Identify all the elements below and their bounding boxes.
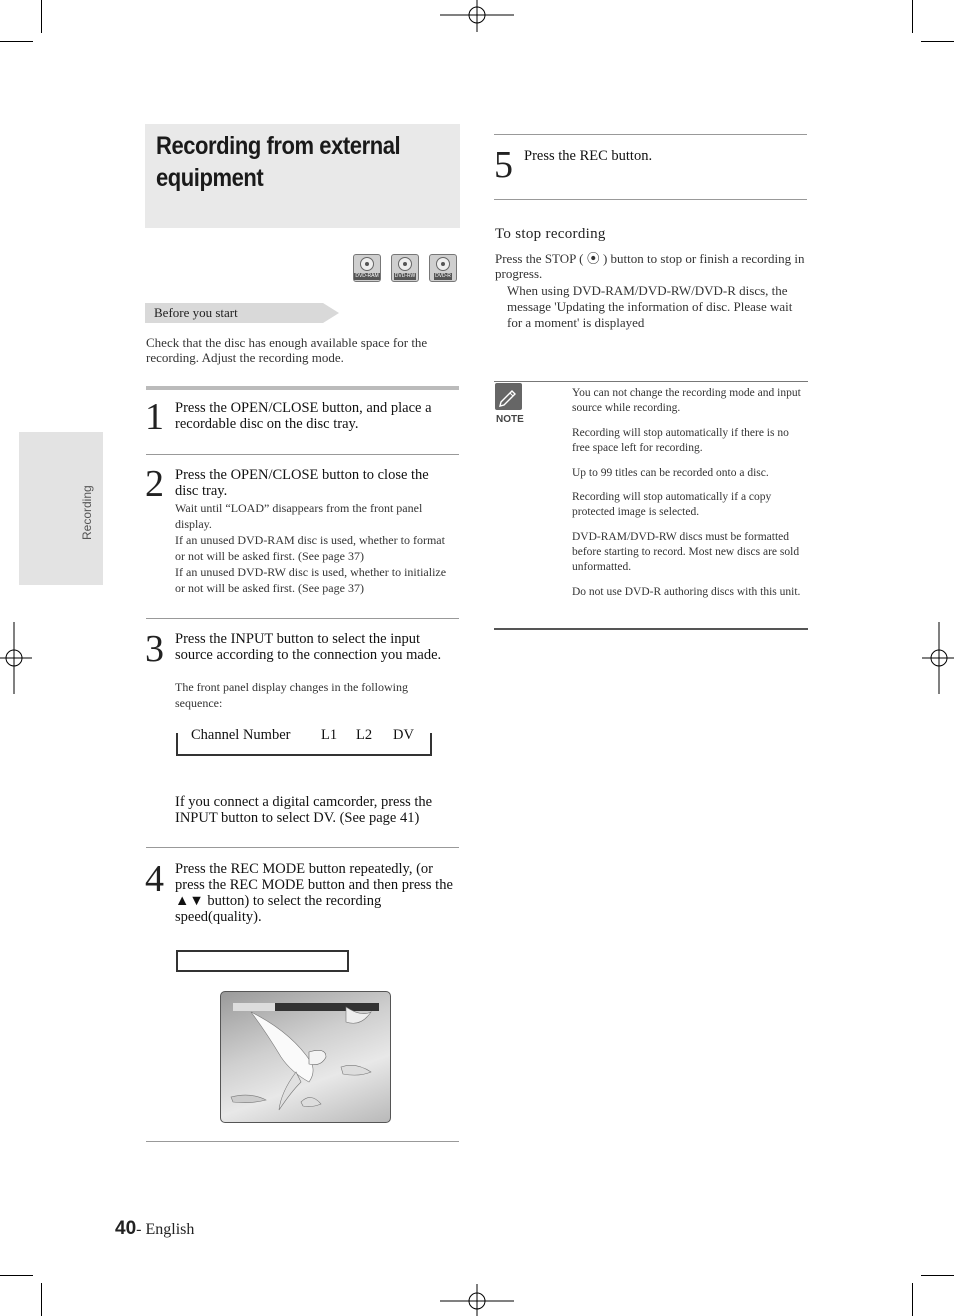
- seagulls-illustration: [221, 992, 390, 1122]
- registration-mark-top: [440, 0, 514, 32]
- sequence-dv: DV: [389, 727, 418, 743]
- crop-mark: [912, 0, 913, 33]
- step-5-number: 5: [494, 144, 513, 186]
- before-you-start-tab: [145, 303, 323, 323]
- section-divider: [146, 386, 459, 390]
- stop-heading: To stop recording: [495, 226, 606, 242]
- step-1-text: Press the OPEN/CLOSE button, and place a recordable disc on the disc tray.: [175, 400, 432, 432]
- note-item-1: You can not change the recording mode and input source while recording.: [572, 387, 801, 414]
- page-number: 40: [115, 1218, 137, 1239]
- crop-mark: [0, 1275, 33, 1276]
- note-item-2: Recording will stop automatically if there is no free space left for recording.: [572, 427, 789, 454]
- step-2-note-2: If an unused DVD-RAM disc is used, whether to format or not will be asked first. (See page 37): [175, 533, 445, 563]
- step-1-number: 1: [145, 396, 164, 438]
- step-divider: [146, 454, 459, 455]
- seagull-screen-image: [220, 991, 391, 1123]
- footer-language: - English: [136, 1221, 195, 1238]
- step-3-text: Press the INPUT button to select the input source according to the connection you made.: [175, 631, 442, 663]
- step-divider: [494, 134, 807, 135]
- sequence-channel-number: Channel Number: [191, 727, 294, 743]
- step-2-note-3: If an unused DVD-RW disc is used, whether to initialize or not will be asked first. (See page 37): [175, 565, 447, 595]
- step-divider: [146, 1141, 459, 1142]
- page-title: Recording from external equipment: [156, 132, 401, 192]
- before-you-start-text: Check that the disc has enough available space for the recording. Adjust the recording mode.: [146, 335, 428, 365]
- note-bottom-rule: [494, 628, 808, 630]
- page-footer: [115, 1218, 194, 1240]
- dvd-rw-icon: DVD-RW: [391, 254, 419, 282]
- dvd-r-icon: DVD-R: [429, 254, 457, 282]
- note-label: NOTE: [496, 414, 524, 425]
- step-divider: [146, 847, 459, 848]
- step-divider: [494, 199, 807, 200]
- sequence-l1: L1: [318, 727, 340, 743]
- crop-mark: [912, 1283, 913, 1316]
- step-4-number: 4: [145, 858, 164, 900]
- registration-mark-left: [0, 622, 32, 694]
- chapter-side-label: Recording: [80, 485, 94, 540]
- note-item-5: DVD-RAM/DVD-RW discs must be formatted before starting to record. Most new discs are sold unformatted.: [572, 531, 800, 573]
- title-banner: [145, 124, 460, 228]
- before-you-start-label: Before you start: [154, 305, 238, 320]
- step-3-number: 3: [145, 628, 164, 670]
- crop-mark: [41, 0, 42, 33]
- note-item-3: Up to 99 titles can be recorded onto a disc.: [572, 467, 769, 479]
- stop-text-1: Press the STOP ( ⦿ ) button to stop or finish a recording in progress.: [495, 251, 805, 281]
- step-3-extra: If you connect a digital camcorder, press the INPUT button to select DV. (See page 41): [175, 794, 433, 826]
- note-item-4: Recording will stop automatically if a copy protected image is selected.: [572, 491, 772, 518]
- crop-mark: [921, 1275, 954, 1276]
- step-2-text: Press the OPEN/CLOSE button to close the disc tray.: [175, 467, 429, 499]
- step-3-note: The front panel display changes in the following sequence:: [175, 680, 408, 710]
- crop-mark: [921, 41, 954, 42]
- pencil-note-icon: [495, 383, 522, 410]
- step-2-number: 2: [145, 463, 164, 505]
- step-2-note-1: Wait until “LOAD” disappears from the front panel display.: [175, 501, 423, 531]
- crop-mark: [0, 41, 33, 42]
- registration-mark-right: [922, 622, 954, 694]
- note-item-6: Do not use DVD-R authoring discs with this unit.: [572, 586, 801, 598]
- registration-mark-bottom: [440, 1284, 514, 1316]
- note-top-rule: [494, 381, 808, 382]
- step-4-text: Press the REC MODE button repeatedly, (or press the REC MODE button and then press the ▲▼ button) to select the recording speed(quality).: [175, 861, 453, 925]
- disc-type-icons: [353, 254, 457, 282]
- dvd-ram-icon: DVD-RAM: [353, 254, 381, 282]
- rec-mode-display-box: [176, 950, 349, 972]
- crop-mark: [41, 1283, 42, 1316]
- stop-text-2: When using DVD-RAM/DVD-RW/DVD-R discs, the message 'Updating the information of disc. Please wait for a moment' is displayed: [507, 283, 793, 330]
- step-divider: [146, 618, 459, 619]
- step-5-text: Press the REC button.: [524, 148, 653, 164]
- sequence-l2: L2: [353, 727, 375, 743]
